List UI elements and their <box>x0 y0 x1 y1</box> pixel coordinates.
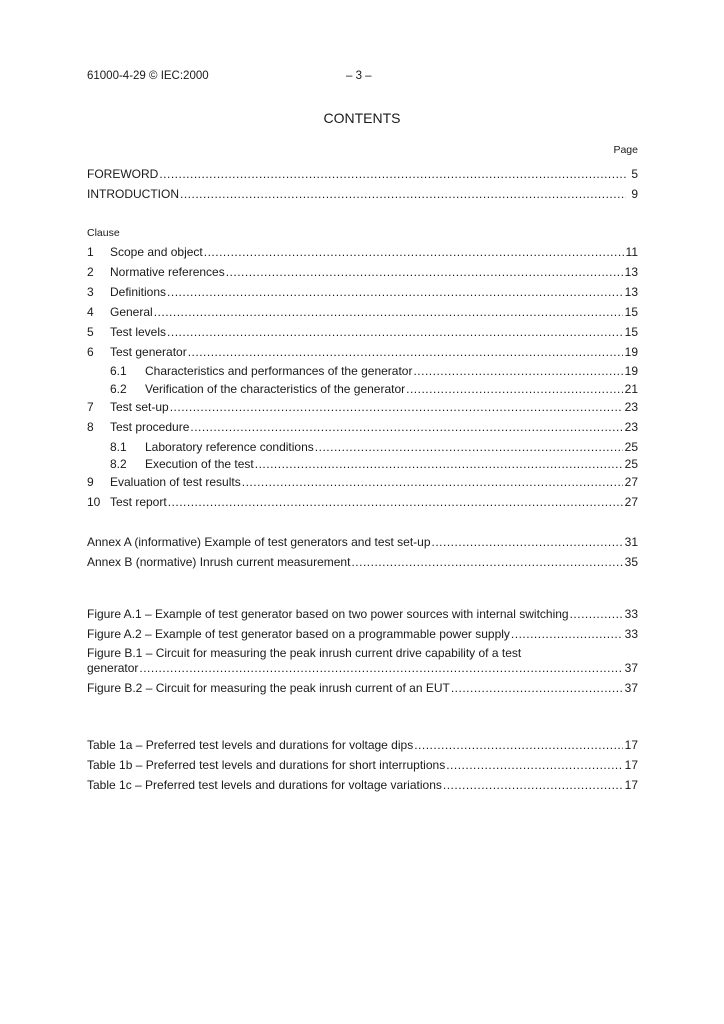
toc-entry-label: Test procedure <box>110 420 190 434</box>
leader-dots <box>570 607 623 621</box>
toc-table[interactable] <box>87 758 638 776</box>
toc-entry-label: Table 1b – Preferred test levels and durations for short interruptions <box>87 758 446 772</box>
toc-entry-label: Test report <box>110 495 167 509</box>
toc-clause[interactable] <box>87 420 638 438</box>
toc-clause[interactable] <box>87 285 638 303</box>
toc-entry-label: Table 1c – Preferred test levels and durations for voltage variations <box>87 778 442 792</box>
toc-entry-page: 11 <box>625 245 638 259</box>
leader-dots <box>351 555 622 569</box>
toc-clause[interactable] <box>87 495 638 513</box>
toc-entry-label: Laboratory reference conditions <box>145 440 314 454</box>
clause-number: 6.1 <box>110 364 127 378</box>
toc-clause[interactable] <box>87 325 638 343</box>
leader-dots <box>443 778 623 792</box>
clause-number: 1 <box>87 245 94 259</box>
clause-number: 6 <box>87 345 94 359</box>
leader-dots <box>432 535 623 549</box>
leader-dots <box>159 167 626 181</box>
toc-entry-label: Evaluation of test results <box>110 475 241 489</box>
clause-number: 6.2 <box>110 382 127 396</box>
toc-entry-label: General <box>110 305 153 319</box>
leader-dots <box>168 495 623 509</box>
toc-entry-label: Scope and object <box>110 245 203 259</box>
leader-dots <box>170 400 623 414</box>
toc-entry-page: 23 <box>624 400 638 414</box>
leader-dots <box>204 245 624 259</box>
leader-dots <box>255 457 623 471</box>
leader-dots <box>188 345 623 359</box>
leader-dots <box>406 382 623 396</box>
clause-number: 2 <box>87 265 94 279</box>
toc-entry-page: 15 <box>624 325 638 339</box>
clause-number: 8.2 <box>110 457 127 471</box>
toc-entry-page: 33 <box>624 627 638 641</box>
page-column-label: Page <box>613 144 638 156</box>
page-title: CONTENTS <box>323 110 401 126</box>
leader-dots <box>154 305 623 319</box>
leader-dots <box>242 475 623 489</box>
clause-number: 4 <box>87 305 94 319</box>
toc-subclause[interactable] <box>110 364 638 382</box>
clause-number: 3 <box>87 285 94 299</box>
toc-entry-label: generator <box>87 661 139 675</box>
clause-number: 7 <box>87 400 94 414</box>
toc-entry-page: 25 <box>624 440 638 454</box>
clause-number: 9 <box>87 475 94 489</box>
toc-entry-introduction[interactable] <box>87 187 638 205</box>
toc-entry-label: Annex B (normative) Inrush current measurement <box>87 555 351 569</box>
toc-entry-page: 33 <box>624 607 638 621</box>
toc-entry-page: 21 <box>624 382 638 396</box>
toc-entry-page: 37 <box>624 661 638 675</box>
toc-entry-page: 13 <box>624 265 638 279</box>
toc-entry-label: Verification of the characteristics of the generator <box>145 382 406 396</box>
toc-entry-page: 27 <box>624 475 638 489</box>
toc-figure-label-line1[interactable]: Figure B.1 – Circuit for measuring the peak inrush current drive capability of a test <box>87 646 522 660</box>
toc-entry-label: Characteristics and performances of the generator <box>145 364 413 378</box>
toc-subclause[interactable] <box>110 457 638 475</box>
toc-entry-foreword[interactable] <box>87 167 638 185</box>
leader-dots <box>451 681 623 695</box>
toc-entry-label: FOREWORD <box>87 167 159 181</box>
toc-entry-page: 31 <box>624 535 638 549</box>
toc-entry-page: 17 <box>624 778 638 792</box>
leader-dots <box>167 325 623 339</box>
toc-figure[interactable] <box>87 627 638 645</box>
toc-entry-label: Test levels <box>110 325 167 339</box>
leader-dots <box>167 285 623 299</box>
toc-entry-label: Table 1a – Preferred test levels and durations for voltage dips <box>87 738 414 752</box>
toc-figure[interactable] <box>87 607 638 625</box>
toc-entry-label: Annex A (informative) Example of test generators and test set-up <box>87 535 431 549</box>
toc-clause[interactable] <box>87 475 638 493</box>
toc-clause[interactable] <box>87 305 638 323</box>
toc-entry-page: 25 <box>624 457 638 471</box>
toc-entry-page: 15 <box>624 305 638 319</box>
toc-figure[interactable] <box>87 661 638 679</box>
toc-clause[interactable] <box>87 345 638 363</box>
leader-dots <box>226 265 623 279</box>
toc-entry-page: 17 <box>624 738 638 752</box>
leader-dots <box>180 187 626 201</box>
clause-label: Clause <box>87 227 120 239</box>
document-id: 61000-4-29 © IEC:2000 <box>87 70 209 82</box>
leader-dots <box>413 364 622 378</box>
toc-table[interactable] <box>87 778 638 796</box>
toc-entry-page: 23 <box>624 420 638 434</box>
toc-entry-page: 37 <box>624 681 638 695</box>
toc-clause[interactable] <box>87 265 638 283</box>
toc-entry-label: INTRODUCTION <box>87 187 179 201</box>
toc-entry-label: Figure A.1 – Example of test generator based on two power sources with internal switching <box>87 607 569 621</box>
leader-dots <box>190 420 622 434</box>
toc-annex[interactable] <box>87 535 638 553</box>
clause-number: 8.1 <box>110 440 127 454</box>
toc-entry-page: 27 <box>624 495 638 509</box>
toc-subclause[interactable] <box>110 382 638 400</box>
toc-entry-page: 19 <box>624 345 638 359</box>
toc-entry-label: Figure B.2 – Circuit for measuring the peak inrush current of an EUT <box>87 681 450 695</box>
leader-dots <box>139 661 622 675</box>
toc-entry-label: Execution of the test <box>145 457 254 471</box>
toc-clause[interactable] <box>87 245 638 263</box>
toc-subclause[interactable] <box>110 440 638 458</box>
toc-entry-label: Definitions <box>110 285 167 299</box>
toc-entry-page: 19 <box>624 364 638 378</box>
toc-clause[interactable] <box>87 400 638 418</box>
clause-number: 10 <box>87 495 101 509</box>
page-number: – 3 – <box>346 70 372 82</box>
clause-number: 5 <box>87 325 94 339</box>
toc-entry-label: Test generator <box>110 345 187 359</box>
toc-entry-page: 35 <box>624 555 638 569</box>
toc-entry-page: 17 <box>624 758 638 772</box>
toc-annex[interactable] <box>87 555 638 573</box>
toc-entry-label: Normative references <box>110 265 225 279</box>
leader-dots <box>315 440 623 454</box>
leader-dots <box>446 758 622 772</box>
leader-dots <box>511 627 623 641</box>
toc-entry-label: Test set-up <box>110 400 169 414</box>
toc-entry-page: 13 <box>624 285 638 299</box>
toc-entry-page: 5 <box>631 167 638 181</box>
toc-entry-label: Figure A.2 – Example of test generator based on a programmable power supply <box>87 627 510 641</box>
toc-entry-page: 9 <box>631 187 638 201</box>
toc-figure[interactable] <box>87 681 638 699</box>
clause-number: 8 <box>87 420 94 434</box>
